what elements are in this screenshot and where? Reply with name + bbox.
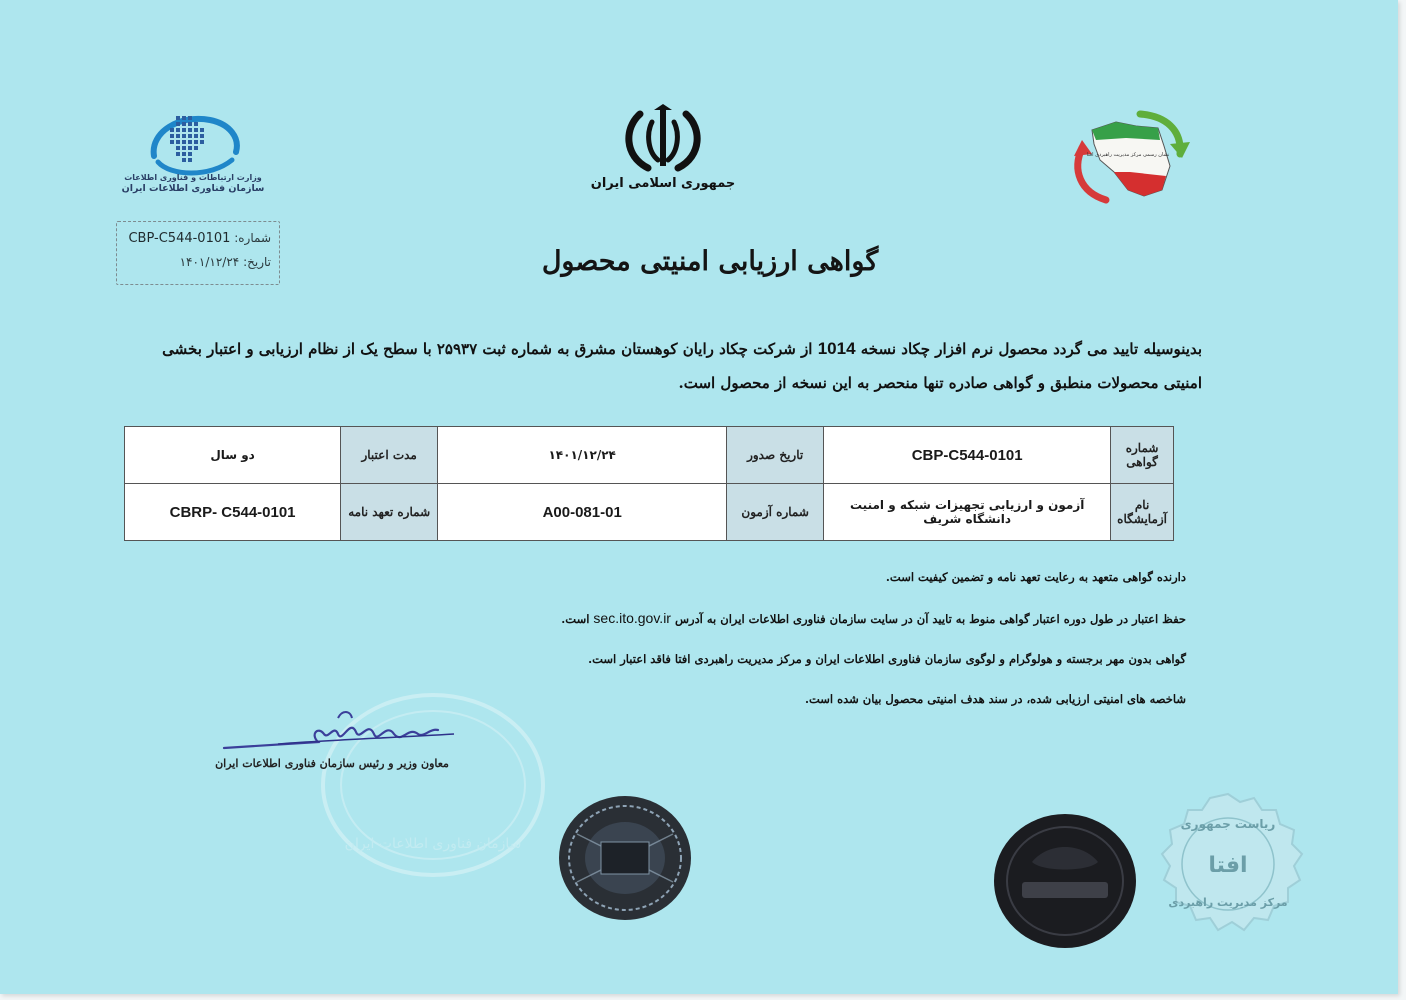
afta-map-logo-icon [1066,100,1196,218]
cert-number-label: شماره گواهی [1111,427,1174,484]
reference-date-row [180,255,271,269]
validity-value: دو سال [125,427,341,484]
paragraph-part-2: نسخه [855,340,902,358]
note-validity-text: حفظ اعتبار در طول دوره اعتبار گواهی منوط به تایید آن در سایت سازمان فناوری اطلاعات ایران به آدرس [670,612,1186,626]
dark-seal-icon [992,812,1138,950]
certificate-info-table [124,426,1174,541]
commitment-number-value: CBRP- C544-0101 [125,484,341,541]
iran-emblem-icon [618,104,708,176]
paragraph-part-1: بدینوسیله تایید می گردد محصول [993,340,1202,358]
note-stamps: گواهی بدون مهر برجسته و هولوگرام و لوگوی سازمان فناوری اطلاعات ایران و مرکز مدیریت راهبردی افتا فاقد اعتبار است. [588,652,1186,666]
afta-map-logo-text: نشان رسمی مرکز مدیریت راهبردی افتا [1086,152,1170,158]
afta-stamp-center-text: افتا [1208,853,1248,878]
ito-caption [118,172,268,194]
ito-caption-ministry: وزارت ارتباطات و فناوری اطلاعات [124,173,262,182]
embossed-seal-text: سازمان فناوری اطلاعات ایران [344,836,522,852]
note-security-target: شاخصه های امنیتی ارزیابی شده، در سند هدف امنیتی محصول بیان شده است. [804,692,1186,706]
reference-number-row [128,231,271,246]
commitment-number-label: شماره تعهد نامه [341,484,438,541]
emblem-caption: جمهوری اسلامی ایران [590,176,736,191]
reference-date-value: ۱۴۰۱/۱۲/۲۴ [179,255,240,269]
certificate-paragraph [122,332,1202,400]
afta-stamp-bottom-text: مرکز مدیریت راهبردی [1168,896,1288,909]
reference-date-label: تاریخ: [243,255,271,269]
ito-caption-org: سازمان فناوری اطلاعات ایران [121,183,265,194]
cert-number-value: CBP-C544-0101 [824,427,1111,484]
lab-name-value: آزمون و ارزیابی تجهیزات شبکه و امنیت دانشگاه شریف [824,484,1111,541]
certificate-title: گواهی ارزیابی امنیتی محصول [541,246,879,277]
hologram-seal-icon [557,794,693,922]
reference-number-label: شماره: [234,231,271,245]
verification-url-link[interactable]: sec.ito.gov.ir [593,610,671,626]
signature-icon [218,704,458,764]
test-number-label: شماره آزمون [727,484,824,541]
afta-stamp-top-text: ریاست جمهوری [1180,817,1276,831]
reference-box [116,221,280,285]
note-validity-end: است. [561,612,594,626]
validity-label: مدت اعتبار [341,427,438,484]
paragraph-product: نرم افزار چکاد [901,340,994,358]
lab-name-label: نام آزمایشگاه [1111,484,1174,541]
signer-title: معاون وزیر و رئیس سازمان فناوری اطلاعات ایران [215,757,449,770]
paragraph-company: چکاد رایان کوهستان مشرق [574,340,748,358]
issue-date-value: ۱۴۰۱/۱۲/۲۴ [438,427,727,484]
test-number-value: A00-081-01 [438,484,727,541]
note-commitment: دارنده گواهی متعهد به رعایت تعهد نامه و تضمین کیفیت است. [885,570,1186,584]
table-row [125,484,1174,541]
paragraph-part-3: از شرکت [747,340,818,358]
reference-number-value: CBP-C544-0101 [128,231,231,246]
issue-date-label: تاریخ صدور [727,427,824,484]
table-row [125,427,1174,484]
afta-stamp-icon [1148,788,1308,944]
note-validity [561,610,1186,626]
paragraph-version: 1014 [817,339,856,358]
paragraph-part-4: به شماره ثبت ۲۵۹۳۷ با سطح یک از نظام ارزیابی و اعتبار بخشی امنیتی محصولات منطبق و گواهی صادره تنها منحصر به این نسخه از محصول است. [162,340,1202,392]
